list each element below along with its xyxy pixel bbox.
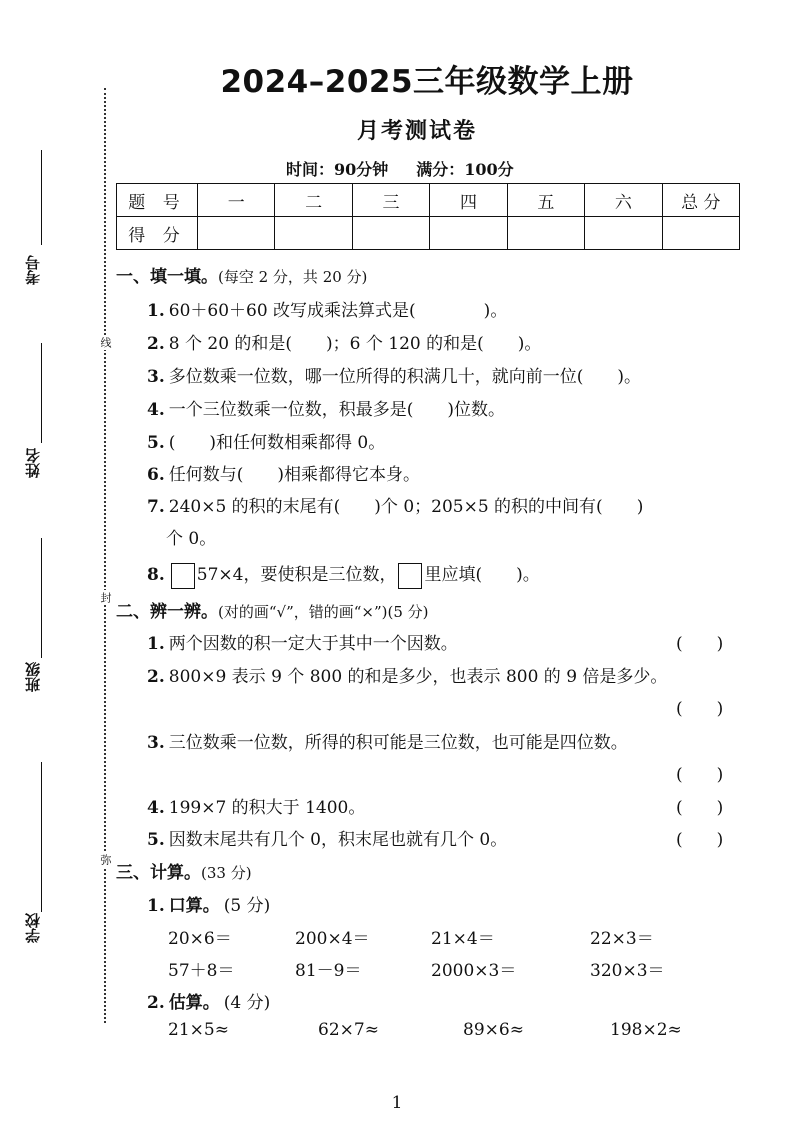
- subsection-3-1: 1. 口算。 (5 分): [147, 896, 271, 916]
- score-input-cell[interactable]: [198, 217, 275, 250]
- score-header-cell: 二: [275, 184, 352, 217]
- calc-item: 22×3＝: [590, 929, 654, 949]
- answer-paren[interactable]: ( ): [676, 699, 724, 719]
- calc-item: 21×4＝: [431, 929, 495, 949]
- question-2-4: 4. 199×7 的积大于 1400。: [147, 798, 366, 818]
- question-1-7-cont: 个 0。: [166, 529, 217, 549]
- question-1-6: 6. 任何数与( )相乘都得它本身。: [147, 465, 421, 485]
- section1-title: 一、填一填。: [116, 267, 218, 287]
- estimate-item: 62×7≈: [318, 1020, 379, 1040]
- question-1-4: 4. 一个三位数乘一位数，积最多是( )位数。: [147, 400, 506, 420]
- score-table-header-row: [117, 184, 740, 217]
- score-row-label: 得 分: [117, 217, 198, 250]
- score-header-cell: 一: [198, 184, 275, 217]
- score-header-cell: 六: [585, 184, 662, 217]
- estimate-item: 89×6≈: [463, 1020, 524, 1040]
- answer-paren[interactable]: ( ): [676, 634, 724, 654]
- calc-item: 81－9＝: [295, 961, 362, 981]
- score-input-cell[interactable]: [585, 217, 662, 250]
- score-input-cell[interactable]: [352, 217, 429, 250]
- page-subtitle: 月考测试卷: [356, 118, 477, 144]
- score-input-cell[interactable]: [430, 217, 507, 250]
- time-limit: 时间：90分钟: [286, 160, 389, 179]
- exam-info: [286, 157, 542, 180]
- score-input-cell[interactable]: [662, 217, 739, 250]
- bind-char-feng: 封: [99, 592, 112, 603]
- section2-note: (对的画“√”，错的画“×”)(5 分): [218, 603, 429, 621]
- score-header-cell: 五: [507, 184, 584, 217]
- question-1-3: 3. 多位数乘一位数，哪一位所得的积满几十，就向前一位( )。: [147, 367, 642, 387]
- score-header-cell: 三: [352, 184, 429, 217]
- section3-title: 三、计算。: [116, 863, 201, 883]
- calc-item: 2000×3＝: [431, 961, 517, 981]
- class-line[interactable]: [41, 538, 42, 658]
- bind-char-xian: 线: [99, 337, 112, 348]
- calc-item: 20×6＝: [168, 929, 232, 949]
- score-input-cell[interactable]: [275, 217, 352, 250]
- question-2-5: 5. 因数末尾共有几个 0，积末尾也就有几个 0。: [147, 830, 508, 850]
- section1-note: (每空 2 分，共 20 分): [218, 268, 368, 286]
- section2-heading: [116, 597, 429, 622]
- exam-no-line[interactable]: [41, 150, 42, 245]
- exam-no-label: 考号: [24, 255, 42, 285]
- question-1-5: 5. ( )和任何数相乘都得 0。: [147, 433, 386, 453]
- page-title: 2024–2025三年级数学上册: [220, 64, 634, 100]
- score-header-cell: 四: [430, 184, 507, 217]
- bind-char-mi: 弥: [99, 854, 112, 865]
- question-1-8: 8. 57×4，要使积是三位数， 里应填( )。: [147, 560, 540, 589]
- full-score: 满分：100分: [416, 160, 514, 179]
- answer-paren[interactable]: ( ): [676, 830, 724, 850]
- answer-paren[interactable]: ( ): [676, 798, 724, 818]
- score-header-cell: 题 号: [117, 184, 198, 217]
- score-table-score-row: [117, 217, 740, 250]
- score-table: [116, 183, 740, 250]
- name-line[interactable]: [41, 343, 42, 443]
- name-label: 姓名: [24, 448, 42, 478]
- school-label: 学校: [24, 913, 42, 943]
- page-number: 1: [391, 1093, 403, 1113]
- estimate-item: 198×2≈: [610, 1020, 682, 1040]
- binding-dotted-line: [104, 88, 106, 1023]
- class-label: 班级: [24, 662, 42, 692]
- score-header-cell: 总 分: [662, 184, 739, 217]
- section3-note: (33 分): [201, 864, 252, 882]
- question-2-2: 2. 800×9 表示 9 个 800 的和是多少，也表示 800 的 9 倍是多少。: [147, 667, 668, 687]
- answer-box[interactable]: [171, 563, 195, 589]
- calc-item: 320×3＝: [590, 961, 665, 981]
- question-2-1: 1. 两个因数的积一定大于其中一个因数。: [147, 634, 458, 654]
- calc-item: 200×4＝: [295, 929, 370, 949]
- question-1-7: 7. 240×5 的积的末尾有( )个 0；205×5 的积的中间有( ): [147, 497, 644, 517]
- estimate-item: 21×5≈: [168, 1020, 229, 1040]
- section3-heading: [116, 858, 252, 883]
- score-input-cell[interactable]: [507, 217, 584, 250]
- answer-box[interactable]: [398, 563, 422, 589]
- section2-title: 二、辨一辨。: [116, 602, 218, 622]
- question-2-3: 3. 三位数乘一位数，所得的积可能是三位数，也可能是四位数。: [147, 733, 628, 753]
- school-line[interactable]: [41, 762, 42, 912]
- question-1-1: 1. 60＋60＋60 改写成乘法算式是( )。: [147, 301, 508, 321]
- answer-paren[interactable]: ( ): [676, 765, 724, 785]
- section1-heading: [116, 262, 367, 287]
- subsection-3-2: 2. 估算。 (4 分): [147, 993, 271, 1013]
- question-1-2: 2. 8 个 20 的和是( )；6 个 120 的和是( )。: [147, 334, 542, 354]
- calc-item: 57＋8＝: [168, 961, 235, 981]
